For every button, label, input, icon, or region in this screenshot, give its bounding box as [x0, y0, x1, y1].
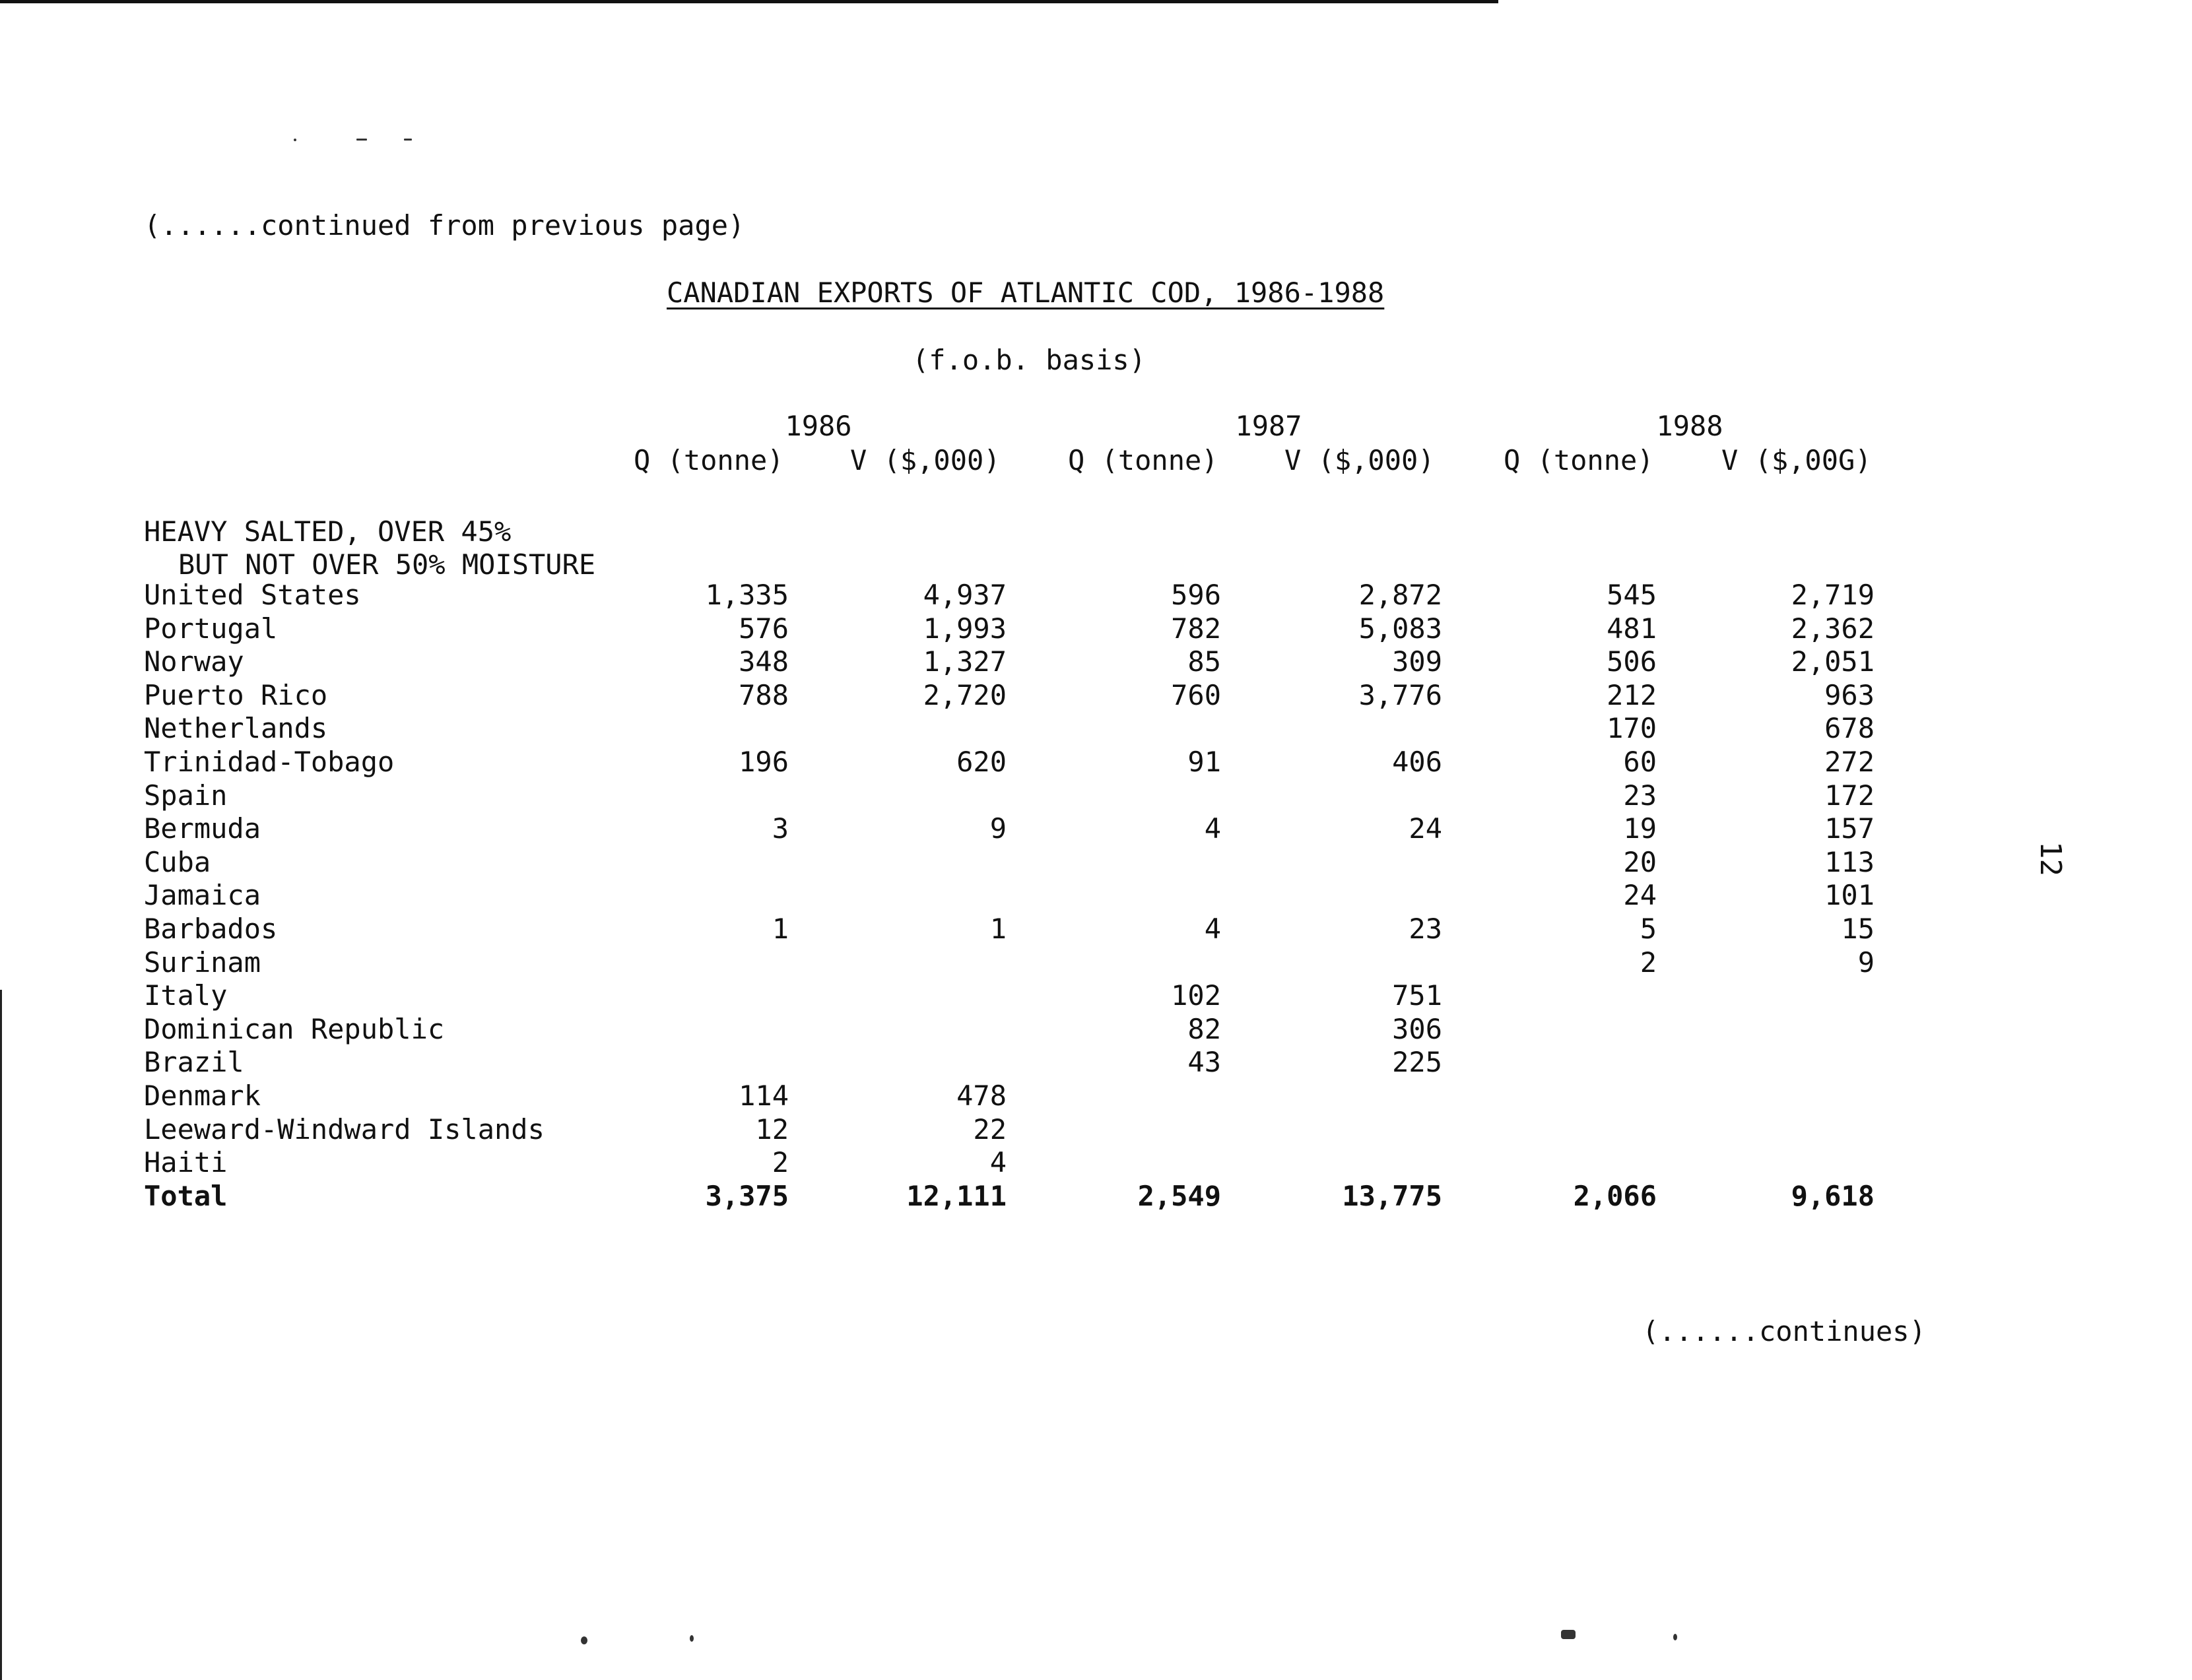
country-cell: Total [144, 1179, 228, 1212]
country-cell: Norway [144, 645, 244, 678]
value-cell-v-1988: 157 [1824, 812, 1875, 845]
table-total-row [0, 1180, 2192, 1213]
value-cell-v-1987: 23 [1409, 912, 1442, 945]
value-cell-v-1987: 309 [1392, 645, 1442, 678]
value-cell-v-1986: 1 [989, 912, 1007, 945]
value-cell-q-1987: 4 [1204, 912, 1221, 945]
value-cell-q-1986: 2 [772, 1146, 789, 1179]
value-cell-q-1986: 12 [755, 1113, 789, 1146]
value-cell-q-1986: 196 [739, 745, 789, 778]
scan-speck [581, 1636, 587, 1644]
value-cell-v-1986: 1,327 [923, 645, 1007, 678]
value-cell-q-1987: 4 [1204, 812, 1221, 845]
value-cell-v-1987: 3,776 [1358, 678, 1442, 711]
value-cell-v-1986: 12,111 [906, 1179, 1007, 1212]
value-cell-v-1988: 101 [1824, 879, 1875, 912]
country-cell: Puerto Rico [144, 678, 328, 711]
country-cell: Denmark [144, 1079, 261, 1112]
value-cell-q-1986: 576 [739, 612, 789, 645]
table-row [0, 946, 2192, 980]
value-cell-v-1988: 15 [1841, 912, 1875, 945]
top-border-line [0, 0, 1498, 3]
value-cell-q-1988: 212 [1607, 678, 1657, 711]
value-cell-q-1987: 596 [1171, 579, 1221, 611]
value-cell-q-1988: 24 [1623, 879, 1657, 912]
value-cell-q-1986: 348 [739, 645, 789, 678]
table-row [0, 779, 2192, 813]
value-cell-q-1988: 20 [1623, 845, 1657, 878]
value-cell-v-1987: 13,775 [1342, 1179, 1442, 1212]
continues-note: (......continues) [1642, 1315, 1926, 1347]
year-header-1988: 1988 [1656, 410, 1723, 442]
document-title: CANADIAN EXPORTS OF ATLANTIC COD, 1986-1988 [667, 276, 1385, 309]
value-cell-q-1988: 2,066 [1573, 1179, 1657, 1212]
country-cell: Portugal [144, 612, 278, 645]
value-cell-q-1987: 760 [1171, 678, 1221, 711]
value-cell-v-1987: 306 [1392, 1012, 1442, 1045]
value-cell-q-1987: 43 [1187, 1046, 1221, 1079]
value-cell-v-1987: 225 [1392, 1046, 1442, 1079]
value-cell-q-1988: 481 [1607, 612, 1657, 645]
value-cell-v-1987: 5,083 [1358, 612, 1442, 645]
section-label-line2: BUT NOT OVER 50% MOISTURE [178, 548, 596, 581]
table-row [0, 846, 2192, 880]
value-cell-v-1987: 751 [1392, 979, 1442, 1012]
table-row [0, 712, 2192, 746]
value-cell-v-1988: 113 [1824, 845, 1875, 878]
table-row [0, 1080, 2192, 1113]
country-cell: Leeward-Windward Islands [144, 1113, 545, 1146]
scan-speck [1561, 1630, 1576, 1639]
value-cell-q-1988: 506 [1607, 645, 1657, 678]
country-cell: Spain [144, 779, 228, 812]
value-cell-v-1986: 22 [973, 1113, 1007, 1146]
year-header-1987: 1987 [1235, 410, 1302, 442]
data-table-body [0, 579, 2192, 1213]
country-cell: Brazil [144, 1046, 244, 1079]
country-cell: Haiti [144, 1146, 228, 1179]
section-label-line1: HEAVY SALTED, OVER 45% [144, 515, 512, 548]
column-header-v-1986: V ($,000) [850, 444, 1001, 476]
value-cell-q-1986: 3,375 [705, 1179, 789, 1212]
value-cell-v-1988: 272 [1824, 745, 1875, 778]
scan-speck [1673, 1634, 1677, 1640]
country-cell: Trinidad-Tobago [144, 745, 395, 778]
value-cell-v-1988: 678 [1824, 712, 1875, 745]
value-cell-v-1987: 2,872 [1358, 579, 1442, 611]
value-cell-q-1988: 5 [1640, 912, 1657, 945]
value-cell-v-1988: 9,618 [1791, 1179, 1875, 1212]
value-cell-v-1986: 9 [989, 812, 1007, 845]
value-cell-q-1986: 3 [772, 812, 789, 845]
country-cell: United States [144, 579, 361, 611]
value-cell-v-1987: 24 [1409, 812, 1442, 845]
country-cell: Dominican Republic [144, 1012, 445, 1045]
country-cell: Cuba [144, 845, 211, 878]
value-cell-v-1986: 620 [956, 745, 1007, 778]
table-row [0, 913, 2192, 946]
value-cell-v-1986: 4,937 [923, 579, 1007, 611]
country-cell: Italy [144, 979, 228, 1012]
table-row [0, 612, 2192, 646]
table-row [0, 1013, 2192, 1047]
value-cell-q-1987: 82 [1187, 1012, 1221, 1045]
table-row [0, 879, 2192, 913]
table-row [0, 1146, 2192, 1180]
value-cell-q-1987: 91 [1187, 745, 1221, 778]
table-row [0, 979, 2192, 1013]
value-cell-q-1988: 545 [1607, 579, 1657, 611]
value-cell-v-1986: 4 [989, 1146, 1007, 1179]
value-cell-q-1987: 85 [1187, 645, 1221, 678]
table-row [0, 645, 2192, 679]
value-cell-q-1988: 170 [1607, 712, 1657, 745]
country-cell: Netherlands [144, 712, 328, 745]
table-row [0, 679, 2192, 713]
value-cell-v-1986: 478 [956, 1079, 1007, 1112]
page-number: 12 [2033, 841, 2067, 876]
column-header-v-1987: V ($,000) [1284, 444, 1435, 476]
value-cell-q-1986: 788 [739, 678, 789, 711]
table-row [0, 812, 2192, 846]
scan-speck [690, 1635, 694, 1642]
year-header-1986: 1986 [785, 410, 852, 442]
value-cell-q-1988: 2 [1640, 946, 1657, 979]
value-cell-q-1986: 114 [739, 1079, 789, 1112]
value-cell-q-1988: 60 [1623, 745, 1657, 778]
value-cell-q-1988: 19 [1623, 812, 1657, 845]
value-cell-v-1988: 2,362 [1791, 612, 1875, 645]
column-header-q-1986: Q (tonne) [634, 444, 784, 476]
value-cell-v-1988: 9 [1857, 946, 1875, 979]
column-header-q-1987: Q (tonne) [1068, 444, 1218, 476]
country-cell: Barbados [144, 912, 278, 945]
scan-speck [294, 139, 296, 141]
value-cell-q-1987: 2,549 [1137, 1179, 1221, 1212]
country-cell: Surinam [144, 946, 261, 979]
table-row [0, 579, 2192, 612]
table-row [0, 1046, 2192, 1080]
value-cell-q-1986: 1 [772, 912, 789, 945]
value-cell-q-1987: 782 [1171, 612, 1221, 645]
country-cell: Bermuda [144, 812, 261, 845]
scan-speck [356, 139, 367, 141]
value-cell-v-1988: 2,051 [1791, 645, 1875, 678]
value-cell-v-1988: 172 [1824, 779, 1875, 812]
value-cell-v-1988: 2,719 [1791, 579, 1875, 611]
value-cell-v-1988: 963 [1824, 678, 1875, 711]
basis-note: (f.o.b. basis) [912, 344, 1146, 376]
country-cell: Jamaica [144, 879, 261, 912]
value-cell-v-1986: 2,720 [923, 678, 1007, 711]
value-cell-q-1986: 1,335 [705, 579, 789, 611]
table-row [0, 746, 2192, 779]
value-cell-q-1987: 102 [1171, 979, 1221, 1012]
value-cell-v-1986: 1,993 [923, 612, 1007, 645]
table-row [0, 1113, 2192, 1147]
value-cell-q-1988: 23 [1623, 779, 1657, 812]
column-header-q-1988: Q (tonne) [1504, 444, 1654, 476]
column-header-v-1988: V ($,00G) [1721, 444, 1872, 476]
scan-speck [404, 139, 412, 141]
continued-note: (......continued from previous page) [144, 209, 745, 242]
value-cell-v-1987: 406 [1392, 745, 1442, 778]
